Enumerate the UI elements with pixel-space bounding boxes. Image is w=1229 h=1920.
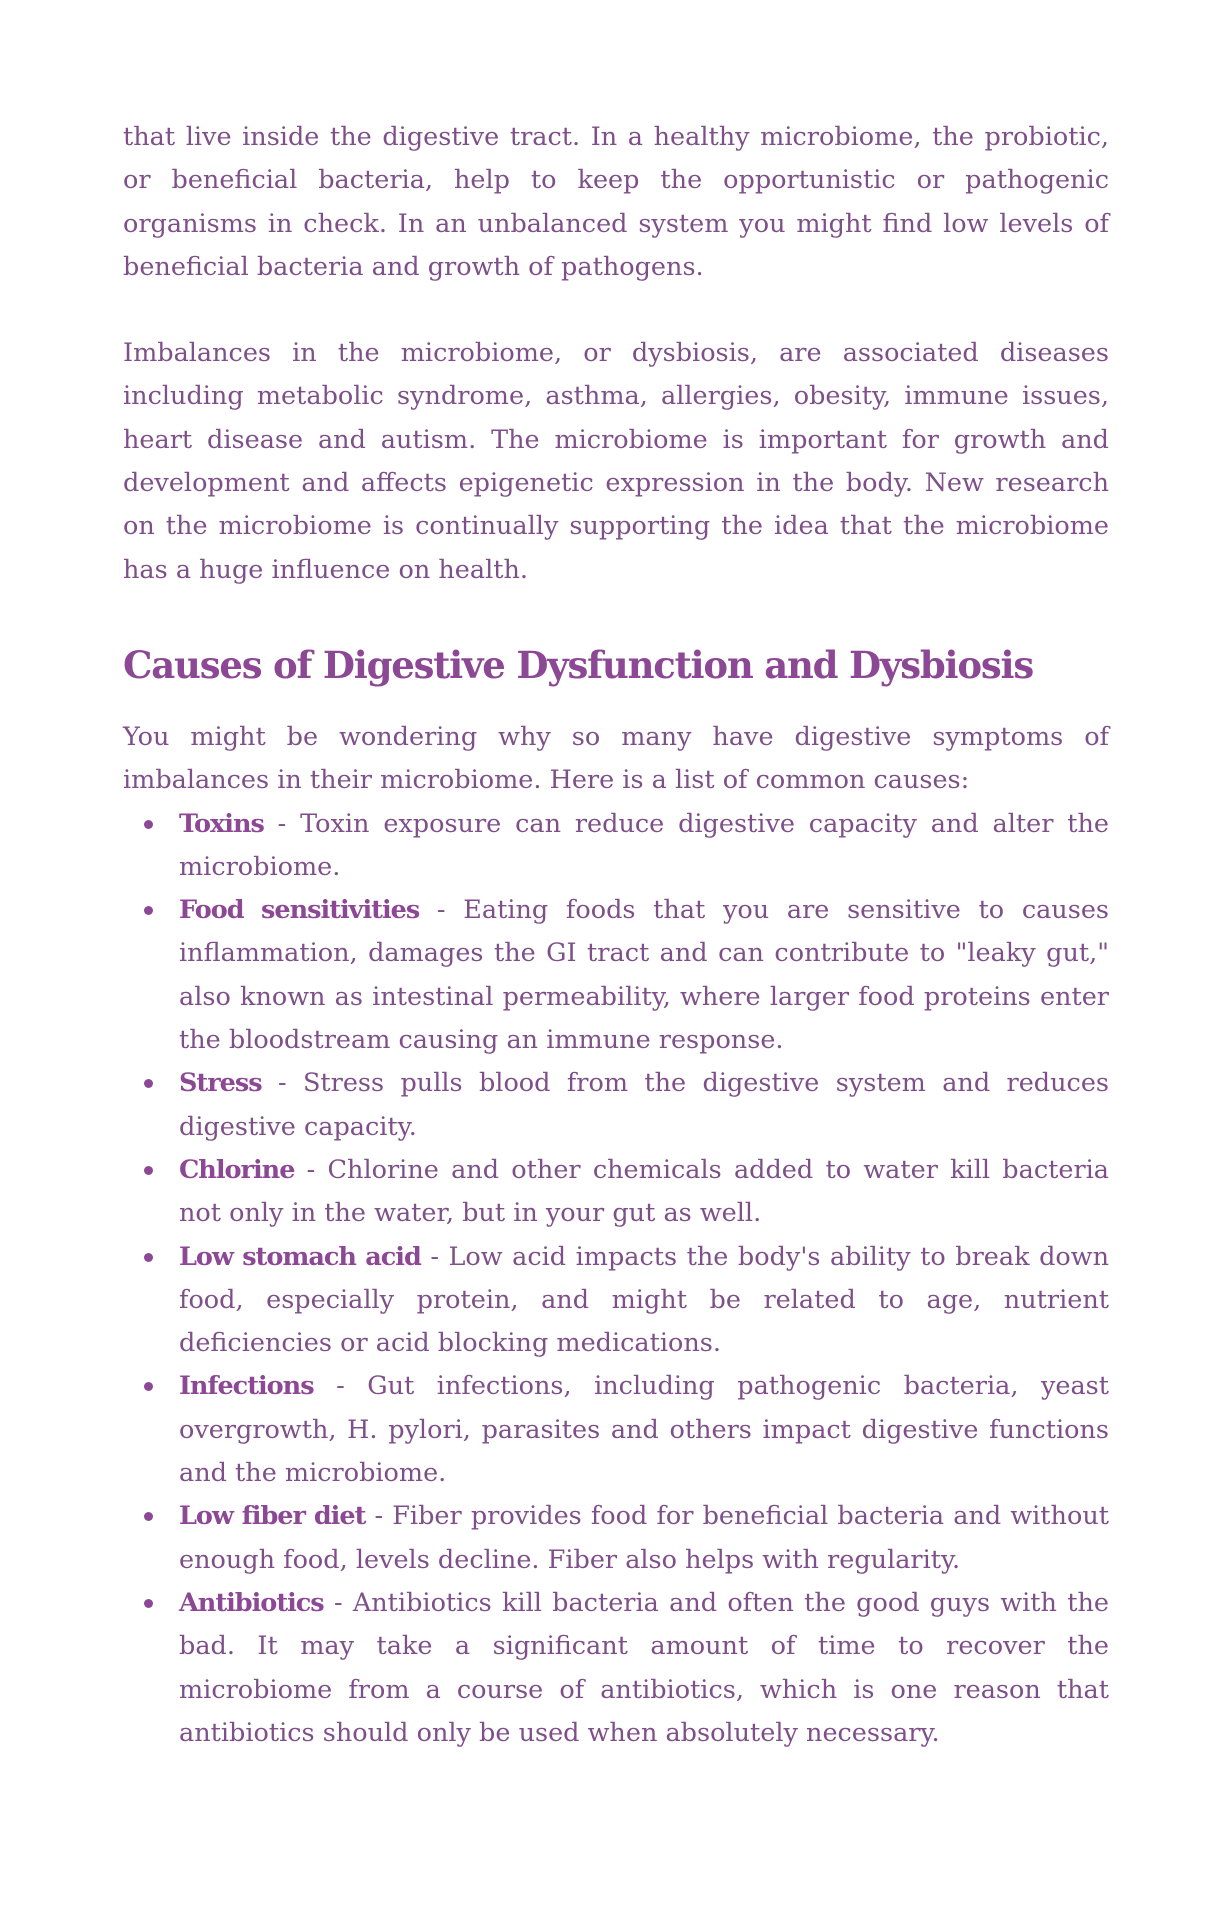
dysbiosis-paragraph: Imbalances in the microbiome, or dysbiosis, are associated diseases including metabolic syndrome, asthma, allergies, obesity, immune issues, heart disease and autism. The microbiome is important for growth and development and affects epigenetic expression in the body. New research on the microbiome is continually supporting the idea that the microbiome has a huge influence on health. — [123, 338, 1109, 585]
cause-separator: - — [294, 1154, 328, 1185]
cause-term: Infections — [179, 1371, 314, 1402]
list-item-food-sensitivities — [179, 889, 1109, 1062]
cause-separator: - — [365, 1501, 393, 1532]
list-item-infections — [179, 1365, 1109, 1495]
bullet-icon — [144, 906, 153, 915]
bullet-icon — [144, 1079, 153, 1088]
cause-term: Antibiotics — [179, 1587, 324, 1618]
cause-separator: - — [419, 895, 464, 926]
list-item-toxins — [179, 803, 1109, 890]
cause-term: Chlorine — [179, 1154, 295, 1185]
cause-separator: - — [263, 808, 301, 839]
cause-term: Food sensitivities — [179, 895, 420, 926]
bullet-icon — [144, 1512, 153, 1521]
cause-separator: - — [313, 1371, 368, 1402]
cause-description: Low acid impacts the body's ability to break down food, especially protein, and might be related to age, nutrient deficiencies or acid blocking medications. — [179, 1241, 1110, 1359]
list-item-antibiotics — [179, 1582, 1109, 1755]
cause-description: Stress pulls blood from the digestive system and reduces digestive capacity. — [179, 1068, 1110, 1142]
cause-term: Toxins — [179, 808, 264, 839]
cause-term: Low fiber diet — [179, 1501, 366, 1532]
bullet-icon — [144, 820, 153, 829]
cause-term: Stress — [179, 1068, 262, 1099]
list-item-chlorine — [179, 1149, 1109, 1236]
cause-description: Chlorine and other chemicals added to water kill bacteria not only in the water, but in your gut as well. — [179, 1154, 1109, 1229]
cause-separator: - — [420, 1241, 449, 1272]
cause-description: Eating foods that you are sensitive to causes inflammation, damages the GI tract and can contribute to "leaky gut," also known as intestinal permeability, where larger food proteins enter the bloodstream causing an immune response. — [179, 895, 1109, 1056]
cause-term: Low stomach acid — [179, 1241, 421, 1272]
cause-separator: - — [261, 1068, 303, 1099]
cause-description: Gut infections, including pathogenic bacteria, yeast overgrowth, H. pylori, parasites and others impact digestive functions and the microbiome. — [179, 1371, 1109, 1489]
list-item-low-fiber-diet — [179, 1495, 1109, 1582]
section-heading: Causes of Digestive Dysfunction and Dysbiosis — [123, 642, 1033, 687]
document-page — [123, 116, 1109, 1755]
bullet-icon — [144, 1253, 153, 1262]
cause-description: Toxin exposure can reduce digestive capacity and alter the microbiome. — [179, 808, 1109, 882]
list-item-low-stomach-acid — [179, 1236, 1109, 1366]
bullet-icon — [144, 1382, 153, 1391]
section-intro: You might be wondering why so many have digestive symptoms of imbalances in their microbiome. Here is a list of common causes: — [123, 721, 1109, 796]
cause-description: Fiber provides food for beneficial bacteria and without enough food, levels decline. Fiber also helps with regularity. — [179, 1501, 1110, 1575]
cause-separator: - — [323, 1587, 353, 1618]
microbiome-paragraph: that live inside the digestive tract. In a healthy microbiome, the probiotic, or beneficial bacteria, help to keep the opportunistic or pathogenic organisms in check. In an unbalanced system you might find low levels of beneficial bacteria and growth of pathogens. — [123, 122, 1109, 282]
list-item-stress — [179, 1062, 1109, 1149]
causes-list — [123, 803, 1109, 1756]
cause-description: Antibiotics kill bacteria and often the good guys with the bad. It may take a significant amount of time to recover the microbiome from a course of antibiotics, which is one reason that antibiotics should only be used when absolutely necessary. — [179, 1587, 1110, 1748]
bullet-icon — [144, 1166, 153, 1175]
bullet-icon — [144, 1599, 153, 1608]
